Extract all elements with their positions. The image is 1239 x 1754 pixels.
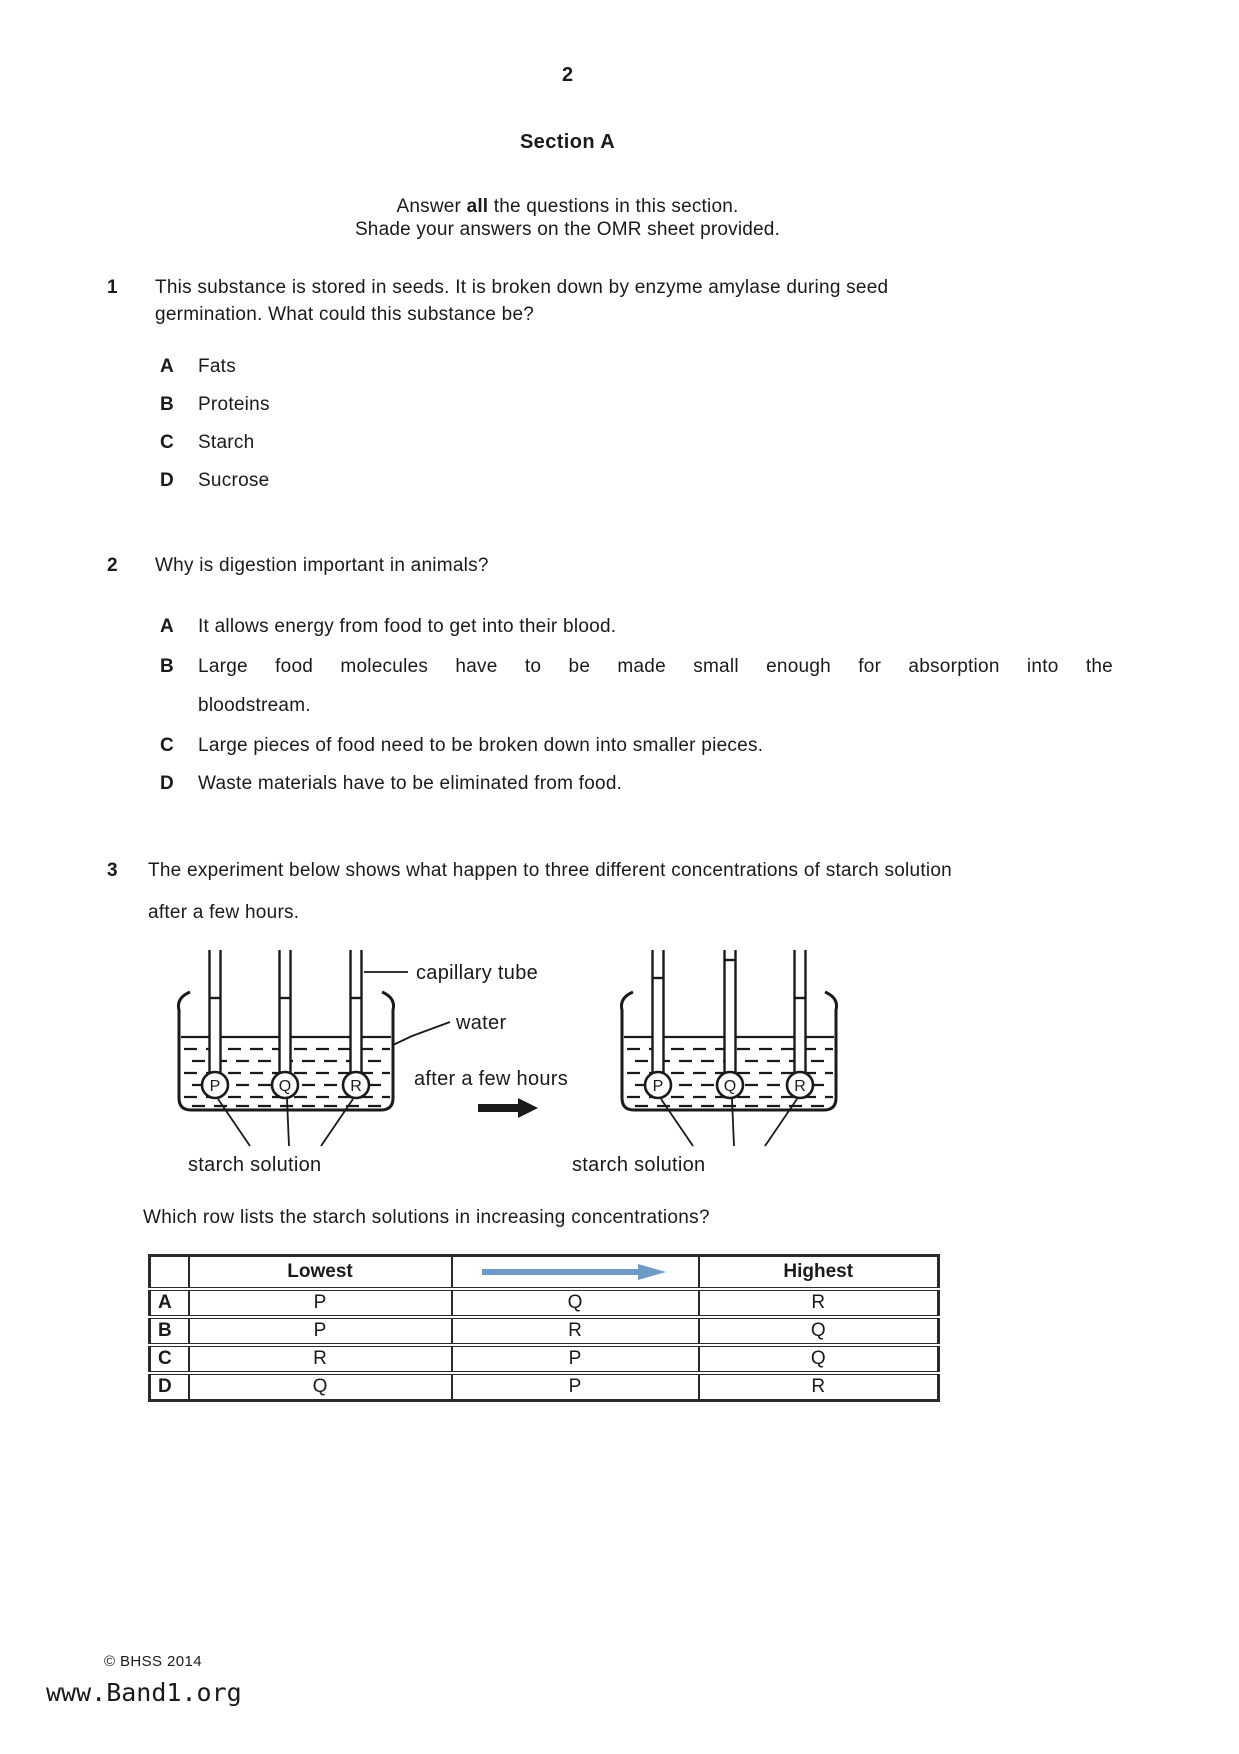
q1-option-b-text: Proteins: [198, 394, 270, 415]
question-3-line-2: after a few hours.: [148, 902, 300, 923]
question-1-line-2: germination. What could this substance be?: [155, 304, 535, 325]
question-1-number: 1: [107, 277, 118, 298]
table-header-row: [150, 1256, 939, 1289]
beaker-left-bulb-letters: [210, 1078, 362, 1095]
q1-option-c-letter: C: [160, 432, 174, 453]
beaker-right-bulb-letters: [653, 1078, 806, 1095]
row-c-label: C: [150, 1345, 189, 1373]
table-row: [150, 1289, 939, 1317]
bulb-label-q-right: Q: [723, 1078, 737, 1095]
table-header-arrow: [452, 1256, 699, 1289]
row-a-label: A: [150, 1289, 189, 1317]
q1-option-a: [160, 356, 236, 378]
after-a-few-hours-label: after a few hours: [414, 1068, 569, 1090]
beaker-left: [178, 950, 393, 1146]
row-b-cell-1: P: [189, 1317, 452, 1345]
question-3-text: [148, 850, 1117, 934]
row-b-label: B: [150, 1317, 189, 1345]
beaker-right-capillary-tubes: [653, 950, 806, 1076]
q1-option-a-text: Fats: [198, 356, 236, 377]
table-row: [150, 1373, 939, 1401]
table-header-empty: [150, 1256, 189, 1289]
table-header-lowest: Lowest: [189, 1256, 452, 1289]
q1-option-d: [160, 470, 269, 492]
q1-option-b: [160, 394, 270, 416]
row-d-cell-3: R: [699, 1373, 939, 1401]
row-d-cell-2: P: [452, 1373, 699, 1401]
question-2-number: 2: [107, 555, 118, 576]
q2-option-d-letter: D: [160, 773, 174, 794]
q2-option-a-letter: A: [160, 616, 174, 637]
instruction-line-1-post: the questions in this section.: [488, 196, 739, 217]
q2-option-b: [160, 656, 1113, 717]
q1-option-d-letter: D: [160, 470, 174, 491]
row-d-label: D: [150, 1373, 189, 1401]
q1-option-d-text: Sucrose: [198, 470, 270, 491]
row-a-cell-2: Q: [452, 1289, 699, 1317]
water-leader-line: [393, 1022, 450, 1045]
starch-solution-label-left: starch solution: [188, 1154, 322, 1176]
instruction-line-1-bold: all: [466, 196, 489, 217]
water-label: water: [456, 1012, 507, 1034]
question-2: [107, 552, 1107, 579]
right-arrow-icon: [478, 1098, 538, 1118]
beaker-left-capillary-tubes: [210, 950, 362, 1076]
experiment-diagram: [140, 936, 900, 1192]
copyright-notice: © BHSS 2014: [104, 1653, 203, 1670]
capillary-tube-label: capillary tube: [416, 962, 539, 984]
q2-option-a-text: It allows energy from food to get into their blood.: [198, 616, 617, 637]
table-header-highest: Highest: [699, 1256, 939, 1289]
question-3-number: 3: [107, 860, 118, 881]
beaker-right: [621, 950, 836, 1146]
q2-option-d-text: Waste materials have to be eliminated from food.: [198, 773, 623, 794]
row-c-cell-3: Q: [699, 1345, 939, 1373]
question-3: [107, 850, 1117, 934]
q1-option-b-letter: B: [160, 394, 174, 415]
bulb-label-p-right: P: [652, 1078, 664, 1095]
starch-solution-label-right: starch solution: [572, 1154, 706, 1176]
row-a-cell-3: R: [699, 1289, 939, 1317]
question-1-line-1: This substance is stored in seeds. It is broken down by enzyme amylase during seed: [155, 277, 889, 298]
bulb-label-p: P: [209, 1078, 221, 1095]
q1-option-a-letter: A: [160, 356, 174, 377]
row-a-cell-1: P: [189, 1289, 452, 1317]
instruction-line-2: Shade your answers on the OMR sheet provided.: [354, 219, 781, 240]
bulb-label-r-right: R: [794, 1078, 806, 1095]
question-1-text: [155, 274, 1032, 328]
q2-option-b-letter: B: [160, 656, 174, 677]
section-title: Section A: [519, 131, 616, 153]
bulb-label-q: Q: [278, 1078, 292, 1095]
answer-table: [148, 1254, 940, 1402]
q2-option-c-letter: C: [160, 735, 174, 756]
row-c-cell-1: R: [189, 1345, 452, 1373]
bulb-label-r: R: [350, 1078, 362, 1095]
q2-option-a: [160, 616, 1113, 638]
q2-option-b-text: [198, 656, 1113, 717]
q2-option-b-line-1: Large food molecules have to be made small enough for absorption into the: [198, 656, 1113, 677]
instruction-line-1: [0, 195, 1135, 218]
q2-option-b-line-2: bloodstream.: [198, 695, 311, 716]
row-d-cell-1: Q: [189, 1373, 452, 1401]
q1-option-c-text: Starch: [198, 432, 255, 453]
row-c-cell-2: P: [452, 1345, 699, 1373]
table-row: [150, 1345, 939, 1373]
q2-option-c: [160, 735, 1113, 757]
question-2-text: Why is digestion important in animals?: [155, 555, 489, 576]
question-3-line-1: The experiment below shows what happen to three different concentrations of starch solution: [148, 860, 952, 881]
website-watermark: www.Band1.org: [46, 1678, 242, 1707]
row-b-cell-2: R: [452, 1317, 699, 1345]
lowest-to-highest-arrow-icon: [470, 1263, 680, 1281]
section-instructions: [0, 195, 1135, 241]
row-b-cell-3: Q: [699, 1317, 939, 1345]
question-1: [107, 274, 1032, 328]
q2-option-c-text: Large pieces of food need to be broken down into smaller pieces.: [198, 735, 764, 756]
q1-option-c: [160, 432, 254, 454]
question-3-followup: Which row lists the starch solutions in increasing concentrations?: [143, 1207, 710, 1228]
table-row: [150, 1317, 939, 1345]
instruction-line-1-pre: Answer: [396, 196, 467, 217]
page-number: 2: [561, 64, 574, 86]
q2-option-d: [160, 773, 1113, 795]
